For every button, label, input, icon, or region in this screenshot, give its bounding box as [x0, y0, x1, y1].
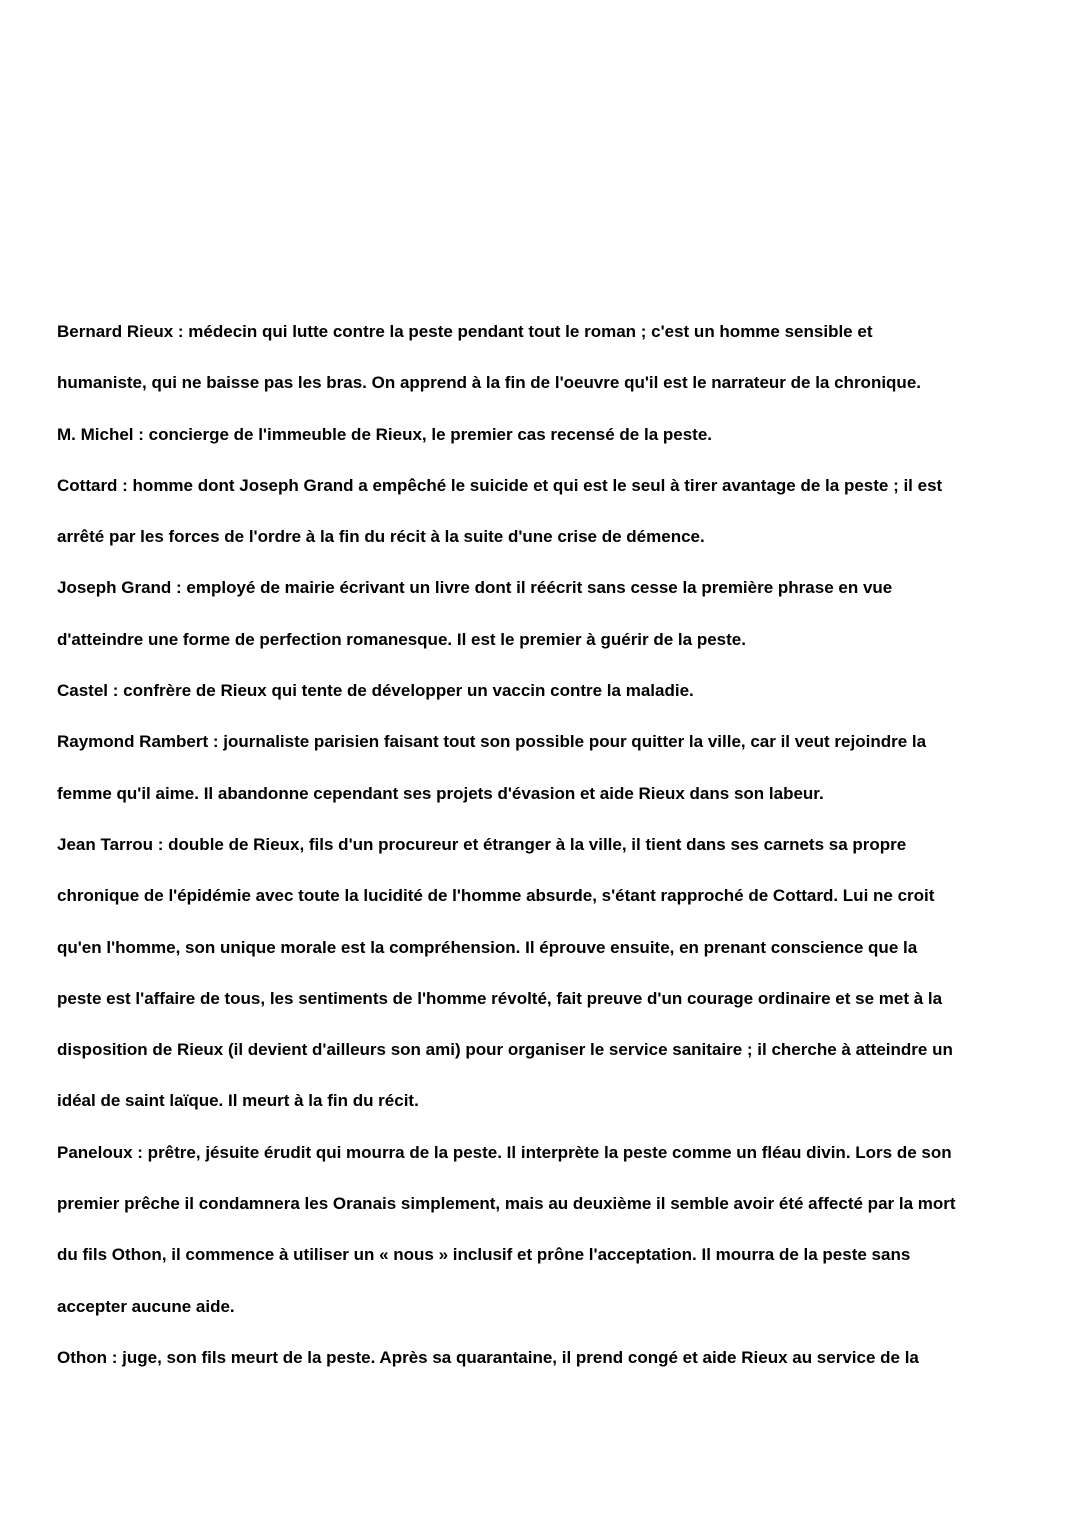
text-line: Joseph Grand : employé de mairie écrivant un livre dont il réécrit sans cesse la première phrase en vue — [57, 578, 893, 598]
paragraph — [57, 460, 1017, 563]
text-line: M. Michel : concierge de l'immeuble de Rieux, le premier cas recensé de la peste. — [57, 424, 713, 444]
text-line: disposition de Rieux (il devient d'ailleurs son ami) pour organiser le service sanitaire ; il cherche à atteindre un — [57, 1040, 953, 1060]
paragraph — [57, 819, 1017, 1127]
text-line: peste est l'affaire de tous, les sentiments de l'homme révolté, fait preuve d'un courage ordinaire et se met à la — [57, 988, 943, 1008]
text-line: Castel : confrère de Rieux qui tente de développer un vaccin contre la maladie. — [57, 681, 694, 701]
paragraph — [57, 716, 1017, 819]
document-text — [57, 306, 1017, 1383]
text-line: accepter aucune aide. — [57, 1296, 235, 1316]
paragraph — [57, 409, 1017, 460]
text-line: qu'en l'homme, son unique morale est la compréhension. Il éprouve ensuite, en prenant conscience que la — [57, 937, 918, 957]
text-line: Jean Tarrou : double de Rieux, fils d'un procureur et étranger à la ville, il tient dans ses carnets sa propre — [57, 834, 907, 854]
text-line: arrêté par les forces de l'ordre à la fin du récit à la suite d'une crise de démence. — [57, 527, 705, 547]
text-line: chronique de l'épidémie avec toute la lucidité de l'homme absurde, s'étant rapproché de Cottard. Lui ne croit — [57, 886, 935, 906]
text-line: humaniste, qui ne baisse pas les bras. On apprend à la fin de l'oeuvre qu'il est le narrateur de la chronique. — [57, 373, 921, 393]
paragraph — [57, 1127, 1017, 1332]
paragraph — [57, 562, 1017, 665]
paragraph — [57, 1332, 1017, 1383]
text-line: idéal de saint laïque. Il meurt à la fin du récit. — [57, 1091, 419, 1111]
text-line: premier prêche il condamnera les Oranais simplement, mais au deuxième il semble avoir été affecté par la mort — [57, 1194, 956, 1214]
text-line: Othon : juge, son fils meurt de la peste. Après sa quarantaine, il prend congé et aide Rieux au service de la — [57, 1347, 919, 1367]
text-line: Cottard : homme dont Joseph Grand a empêché le suicide et qui est le seul à tirer avantage de la peste ; il est — [57, 475, 943, 495]
paragraph — [57, 665, 1017, 716]
text-line: femme qu'il aime. Il abandonne cependant ses projets d'évasion et aide Rieux dans son labeur. — [57, 783, 824, 803]
text-line: Bernard Rieux : médecin qui lutte contre la peste pendant tout le roman ; c'est un homme sensible et — [57, 322, 873, 341]
text-line: Raymond Rambert : journaliste parisien faisant tout son possible pour quitter la ville, car il veut rejoindre la — [57, 732, 927, 752]
text-line: Paneloux : prêtre, jésuite érudit qui mourra de la peste. Il interprète la peste comme un fléau divin. Lors de son — [57, 1142, 952, 1162]
text-line: du fils Othon, il commence à utiliser un « nous » inclusif et prône l'acceptation. Il mourra de la peste sans — [57, 1245, 911, 1265]
text-line: d'atteindre une forme de perfection romanesque. Il est le premier à guérir de la peste. — [57, 629, 746, 649]
paragraph — [57, 306, 1017, 409]
